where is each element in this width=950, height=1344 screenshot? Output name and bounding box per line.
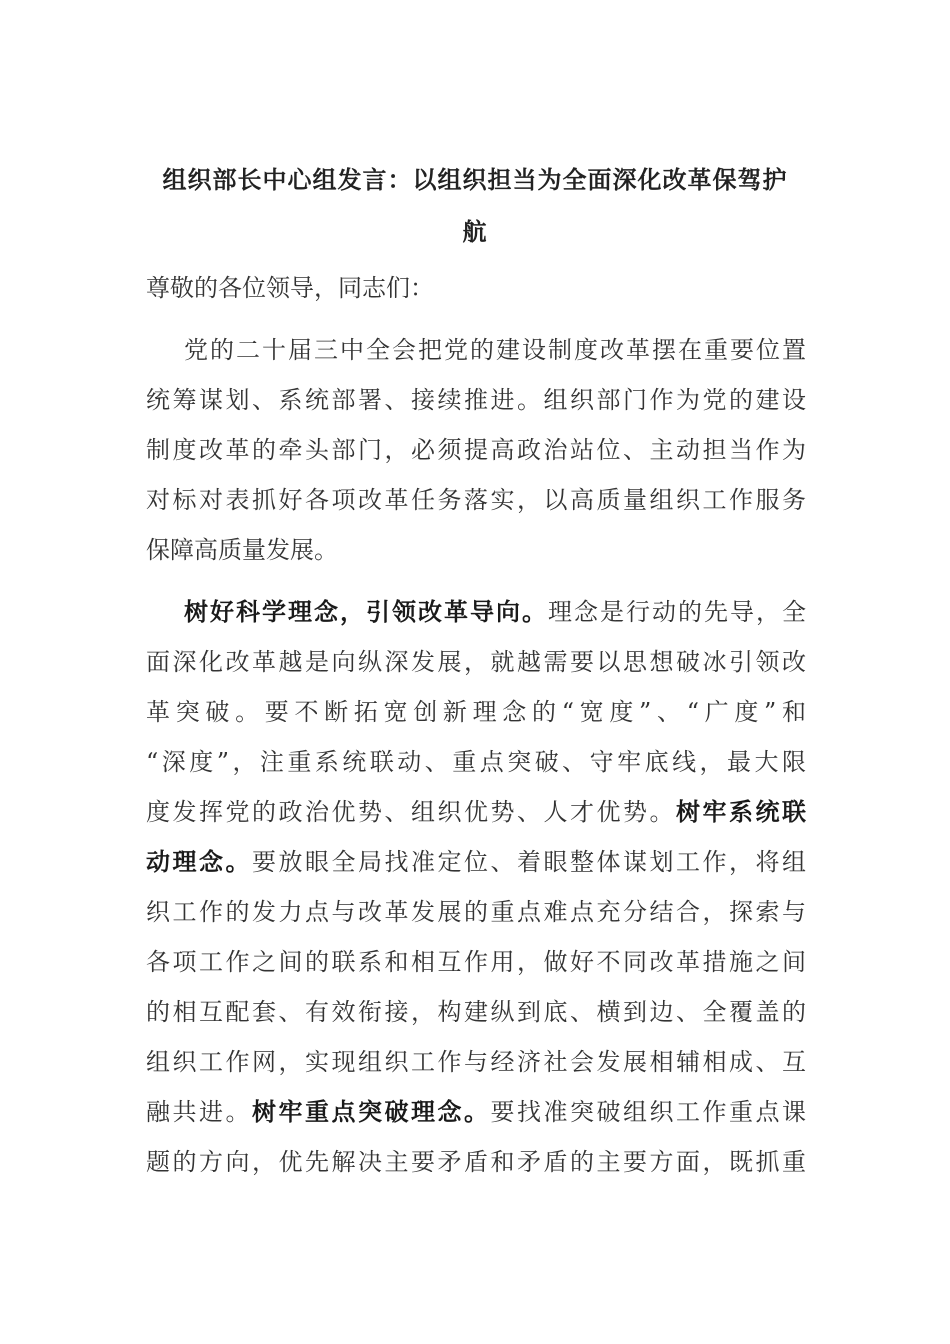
paragraph-2-line bbox=[184, 597, 806, 627]
paragraph-2-line bbox=[146, 847, 806, 877]
paragraph-2-line: 面深化改革越是向纵深发展，就越需要以思想破冰引领改 bbox=[146, 648, 806, 676]
paragraph-text: 要找准突破组织工作重点课 bbox=[490, 1098, 806, 1126]
paragraph-1-line: 对标对表抓好各项改革任务落实，以高质量组织工作服务 bbox=[146, 486, 806, 514]
paragraph-1-line: 统筹谋划、系统部署、接续推进。组织部门作为党的建设 bbox=[146, 386, 806, 414]
paragraph-1-line: 制度改革的牵头部门，必须提高政治站位、主动担当作为 bbox=[146, 436, 806, 464]
heading-inline-bold: 树好科学理念，引领改革导向。 bbox=[184, 598, 548, 626]
paragraph-2-line: 组织工作网，实现组织工作与经济社会发展相辅相成、互 bbox=[146, 1048, 806, 1076]
paragraph-2-line bbox=[146, 1097, 806, 1127]
paragraph-2-line: 各项工作之间的联系和相互作用，做好不同改革措施之间 bbox=[146, 948, 806, 976]
paragraph-2-line bbox=[146, 797, 806, 827]
heading-inline-bold: 动理念。 bbox=[146, 848, 252, 876]
paragraph-text: 融共进。 bbox=[146, 1098, 252, 1126]
paragraph-text: 理念是行动的先导，全 bbox=[548, 598, 806, 626]
heading-inline-bold: 树牢重点突破理念。 bbox=[252, 1098, 491, 1126]
document-title-line-2: 航 bbox=[462, 218, 488, 246]
paragraph-2-line: 织工作的发力点与改革发展的重点难点充分结合，探索与 bbox=[146, 898, 806, 926]
paragraph-text: 度发挥党的政治优势、组织优势、人才优势。 bbox=[146, 798, 676, 826]
paragraph-1-line: 党的二十届三中全会把党的建设制度改革摆在重要位置 bbox=[184, 336, 806, 364]
paragraph-2-line: 革突破。要不断拓宽创新理念的“宽度”、“广度”和 bbox=[146, 698, 806, 726]
paragraph-1-line: 保障高质量发展。 bbox=[146, 536, 338, 564]
salutation: 尊敬的各位领导，同志们： bbox=[146, 274, 434, 302]
paragraph-text: 要放眼全局找准定位、着眼整体谋划工作，将组 bbox=[252, 848, 806, 876]
paragraph-2-line: 题的方向，优先解决主要矛盾和矛盾的主要方面，既抓重 bbox=[146, 1148, 806, 1176]
document-title-line-1: 组织部长中心组发言：以组织担当为全面深化改革保驾护 bbox=[162, 166, 788, 194]
heading-inline-bold: 树牢系统联 bbox=[676, 798, 806, 826]
paragraph-2-line: 的相互配套、有效衔接，构建纵到底、横到边、全覆盖的 bbox=[146, 998, 806, 1026]
paragraph-2-line: “深度”，注重系统联动、重点突破、守牢底线，最大限 bbox=[146, 748, 806, 776]
